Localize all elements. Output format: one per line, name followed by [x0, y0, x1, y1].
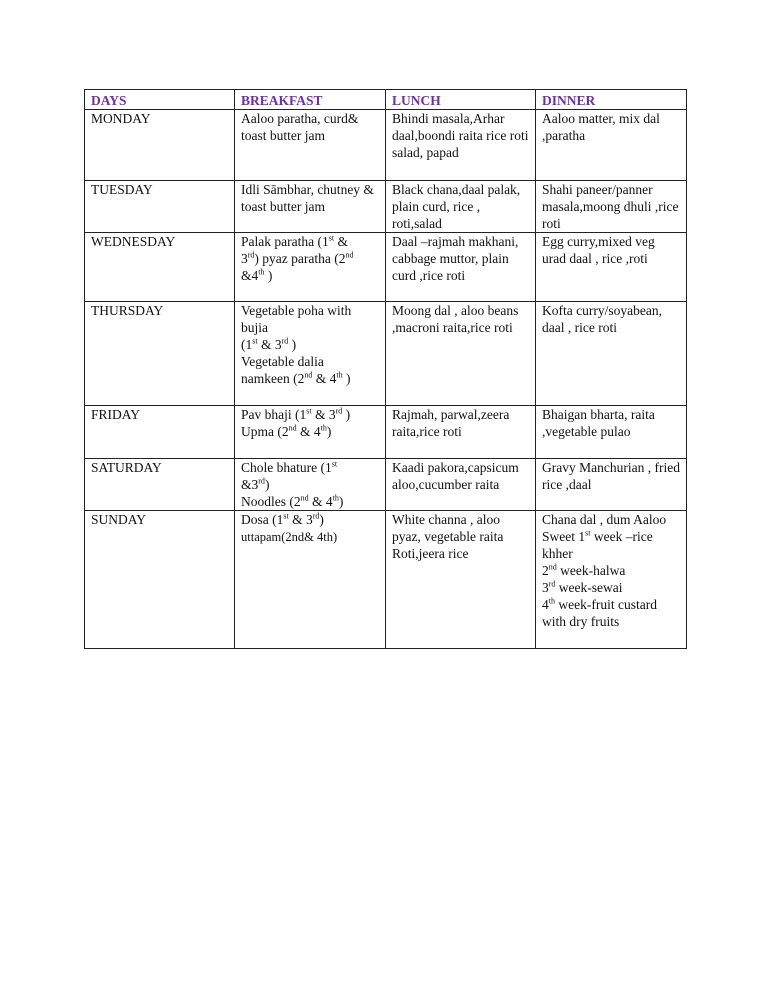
- friday-day: FRIDAY: [85, 406, 235, 459]
- sunday-row: [85, 511, 687, 649]
- saturday-breakfast: Chole bhature (1st &3rd) Noodles (2nd & 4th): [235, 459, 386, 511]
- sunday-dinner: Chana dal , dum Aaloo Sweet 1st week –rice khher 2nd week-halwa 3rd week-sewai 4th week-fruit custard with dry fruits: [536, 511, 687, 649]
- tuesday-day: TUESDAY: [85, 181, 235, 233]
- wednesday-dinner: Egg curry,mixed veg urad daal , rice ,roti: [536, 233, 687, 302]
- header-row: [85, 90, 687, 110]
- monday-row: [85, 110, 687, 181]
- sunday-day: SUNDAY: [85, 511, 235, 649]
- wednesday-row: [85, 233, 687, 302]
- monday-breakfast: Aaloo paratha, curd& toast butter jam: [235, 110, 386, 181]
- weekly-menu-table: [84, 89, 687, 649]
- header-lunch: LUNCH: [386, 90, 536, 110]
- thursday-day: THURSDAY: [85, 302, 235, 406]
- tuesday-row: [85, 181, 687, 233]
- sunday-lunch: White channa , aloo pyaz, vegetable raita Roti,jeera rice: [386, 511, 536, 649]
- wednesday-day: WEDNESDAY: [85, 233, 235, 302]
- sunday-breakfast: Dosa (1st & 3rd) uttapam(2nd& 4th): [235, 511, 386, 649]
- tuesday-dinner: Shahi paneer/panner masala,moong dhuli ,rice roti: [536, 181, 687, 233]
- header-dinner: DINNER: [536, 90, 687, 110]
- monday-dinner: Aaloo matter, mix dal ,paratha: [536, 110, 687, 181]
- friday-breakfast: Pav bhaji (1st & 3rd ) Upma (2nd & 4th): [235, 406, 386, 459]
- monday-day: MONDAY: [85, 110, 235, 181]
- saturday-lunch: Kaadi pakora,capsicum aloo,cucumber raita: [386, 459, 536, 511]
- header-breakfast: BREAKFAST: [235, 90, 386, 110]
- thursday-breakfast: Vegetable poha with bujia (1st & 3rd ) Vegetable dalia namkeen (2nd & 4th ): [235, 302, 386, 406]
- header-days: DAYS: [85, 90, 235, 110]
- friday-lunch: Rajmah, parwal,zeera raita,rice roti: [386, 406, 536, 459]
- thursday-lunch: Moong dal , aloo beans ,macroni raita,rice roti: [386, 302, 536, 406]
- wednesday-lunch: Daal –rajmah makhani, cabbage muttor, plain curd ,rice roti: [386, 233, 536, 302]
- saturday-day: SATURDAY: [85, 459, 235, 511]
- thursday-row: [85, 302, 687, 406]
- saturday-dinner: Gravy Manchurian , fried rice ,daal: [536, 459, 687, 511]
- monday-lunch: Bhindi masala,Arhar daal,boondi raita rice roti salad, papad: [386, 110, 536, 181]
- thursday-dinner: Kofta curry/soyabean, daal , rice roti: [536, 302, 687, 406]
- friday-dinner: Bhaigan bharta, raita ,vegetable pulao: [536, 406, 687, 459]
- tuesday-breakfast: Idli Sāmbhar, chutney & toast butter jam: [235, 181, 386, 233]
- wednesday-breakfast: Palak paratha (1st & 3rd) pyaz paratha (2nd &4th ): [235, 233, 386, 302]
- tuesday-lunch: Black chana,daal palak, plain curd, rice , roti,salad: [386, 181, 536, 233]
- saturday-row: [85, 459, 687, 511]
- friday-row: [85, 406, 687, 459]
